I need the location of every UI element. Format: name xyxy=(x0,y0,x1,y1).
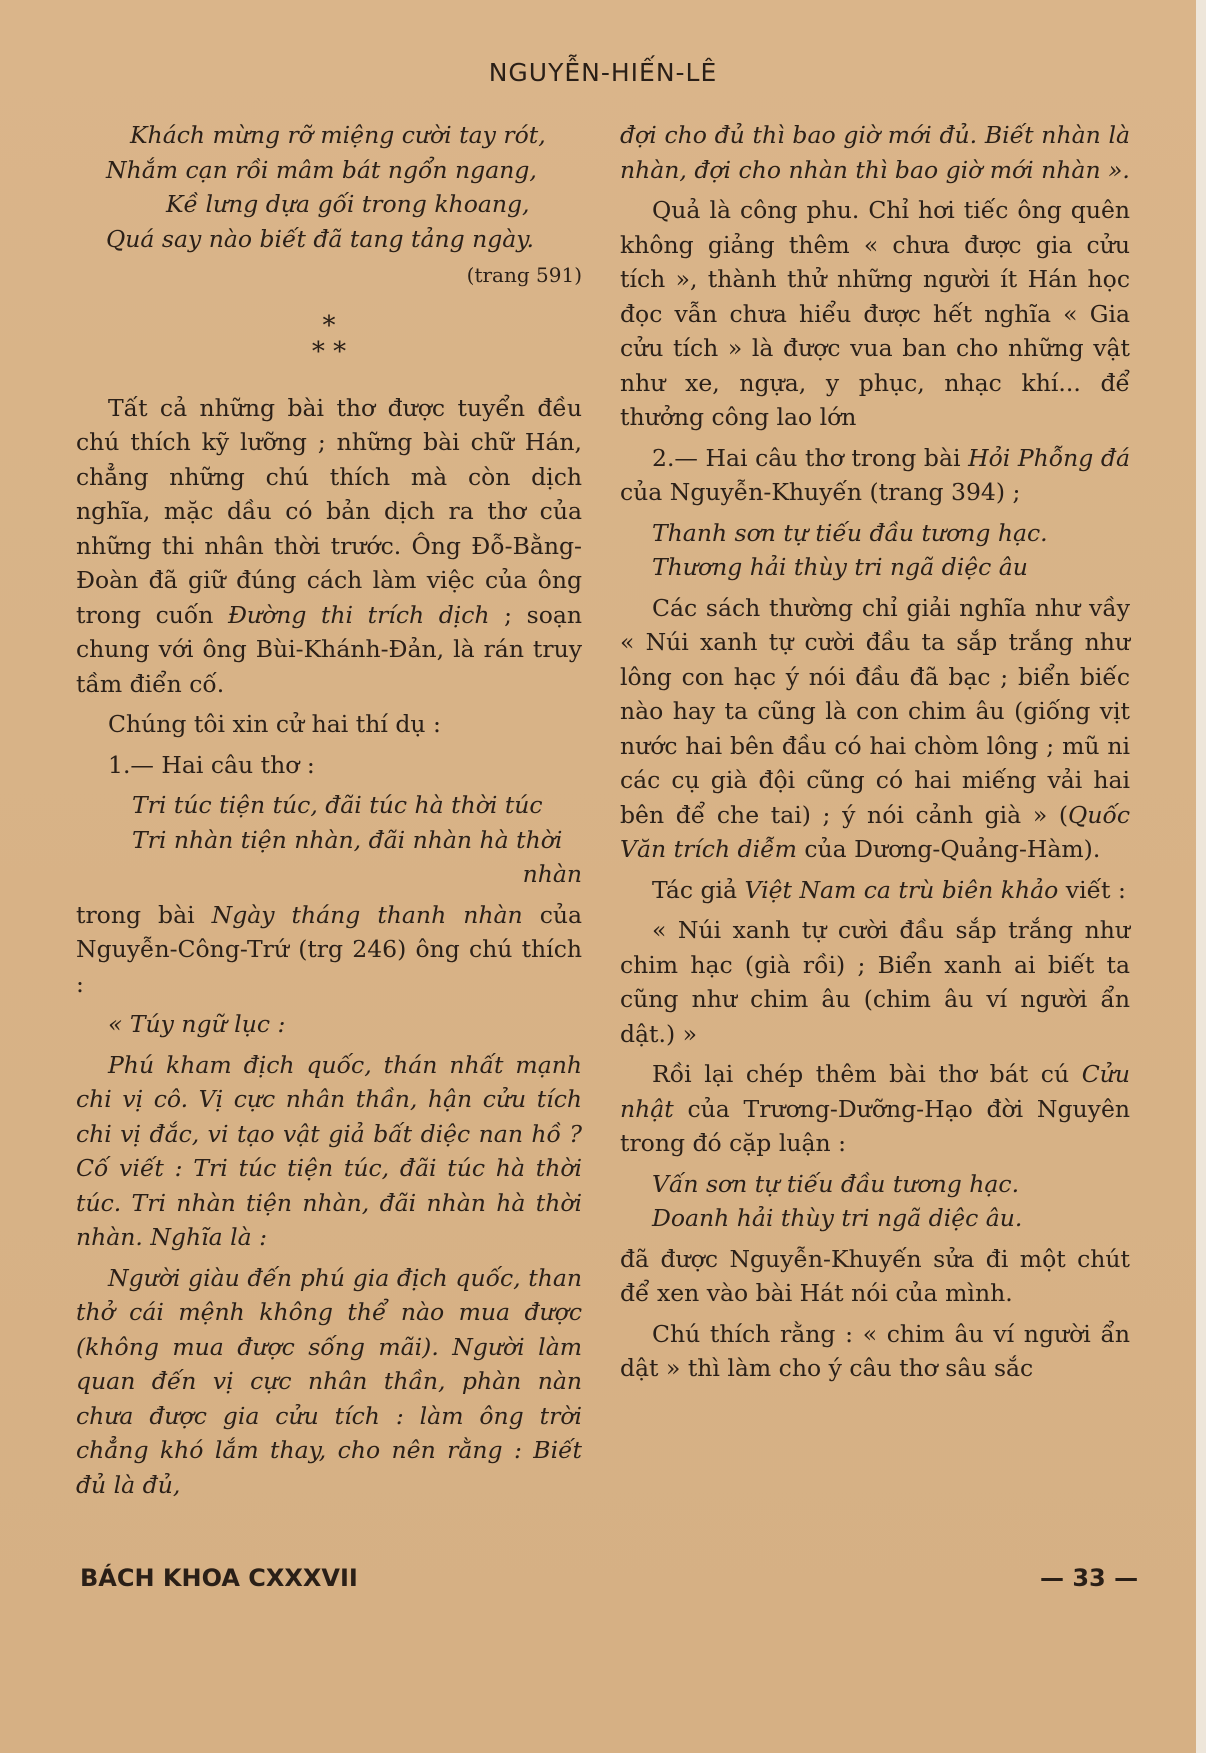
paragraph: Các sách thường chỉ giải nghĩa như vầy « Núi xanh tự cười đầu ta sắp trắng như lông con hạc ý nói đầu đã bạc ; biển biếc nào hay ta cũng là con chim âu (giống vịt nước hai bên đầu có hai chòm lông ; mũ ni các cụ già đội cũng có hai miếng vải hai bên để che tai) ; ý nói cảnh già » (Quốc Văn trích diễm của Dương-Quảng-Hàm). xyxy=(620,593,1130,863)
poem-line: Tri túc tiện túc, đãi túc hà thời túc xyxy=(132,791,543,819)
poem-line: Nhắm cạn rồi mâm bát ngổn ngang, xyxy=(106,155,537,184)
poem-title: Ngày tháng thanh nhàn xyxy=(211,900,523,929)
poem-line: Quá say nào biết đã tang tảng ngày. xyxy=(106,224,534,253)
right-column xyxy=(620,118,1130,1392)
poem-title: Cửu nhật xyxy=(620,1060,1130,1123)
section-divider xyxy=(76,310,582,367)
quote-paragraph: Phú kham địch quốc, thán nhất mạnh chi vị cô. Vị cực nhân thần, hận cửu tích chi vị đắc, vi tạo vật giả bất diệc nan hồ ? Cố viết : Tri túc tiện túc, đãi túc hà thời túc. Tri nhàn tiện nhàn, đãi nhàn hà thời nhàn. Nghĩa là : xyxy=(76,1050,582,1251)
left-column xyxy=(76,118,582,1508)
paragraph: Tác giả Việt Nam ca trù biên khảo viết : xyxy=(652,875,1126,904)
journal-footer: BÁCH KHOA CXXXVII xyxy=(80,1564,358,1592)
list-item: 1.— Hai câu thơ : xyxy=(108,750,315,779)
paragraph: trong bài Ngày tháng thanh nhàn của Nguyễn-Công-Trứ (trg 246) ông chú thích : xyxy=(76,900,582,998)
book-title: Việt Nam ca trù biên khảo xyxy=(744,875,1059,904)
poem-line: Doanh hải thùy tri ngã diệc âu. xyxy=(652,1204,1023,1232)
paragraph: Chúng tôi xin cử hai thí dụ : xyxy=(108,710,441,738)
paragraph: đã được Nguyễn-Khuyến sửa đi một chút để xen vào bài Hát nói của mình. xyxy=(620,1244,1130,1307)
poem-stanza xyxy=(76,118,582,256)
poem-line: Thương hải thùy tri ngã diệc âu xyxy=(652,553,1028,581)
running-header: NGUYỄN-HIẾN-LÊ xyxy=(488,58,718,87)
page-number: — 33 — xyxy=(1040,1564,1139,1592)
poem-line: Tri nhàn tiện nhàn, đãi nhàn hà thời xyxy=(132,825,563,854)
poem-line: Kề lưng dựa gối trong khoang, xyxy=(166,190,530,218)
list-item: 2.— Hai câu thơ trong bài Hỏi Phỗng đá của Nguyễn-Khuyến (trang 394) ; xyxy=(620,443,1130,506)
paragraph: Quả là công phu. Chỉ hơi tiếc ông quên không giảng thêm « chưa được gia cửu tích », thành thử những người ít Hán học đọc vẫn chưa hiểu được hết nghĩa « Gia cửu tích » là được vua ban cho những vật như xe, ngựa, y phục, nhạc khí... để thưởng công lao lớn xyxy=(620,196,1130,431)
paragraph: Chú thích rằng : « chim âu ví người ẩn dật » thì làm cho ý câu thơ sâu sắc xyxy=(620,1319,1130,1382)
poem-line: Thanh sơn tự tiếu đầu tương hạc. xyxy=(652,518,1048,547)
divider-star-top: * xyxy=(322,310,336,341)
divider-stars-bottom: * * xyxy=(311,336,347,367)
poem-line-wrap: nhàn xyxy=(522,860,582,888)
poem-title: Hỏi Phỗng đá xyxy=(968,443,1130,472)
poem-line: Khách mừng rỡ miệng cười tay rót, xyxy=(130,121,546,149)
poem-line: Vấn sơn tự tiếu đầu tương hạc. xyxy=(652,1169,1020,1198)
page-edge xyxy=(1196,0,1206,1753)
quote-continuation: đợi cho đủ thì bao giờ mới đủ. Biết nhàn là nhàn, đợi cho nhàn thì bao giờ mới nhàn ». xyxy=(620,121,1130,184)
poem-quote xyxy=(76,788,582,892)
paragraph: Rồi lại chép thêm bài thơ bát cú Cửu nhật của Trương-Dưỡng-Hạo đời Nguyên trong đó cặp luận : xyxy=(620,1060,1130,1157)
poem-quote xyxy=(620,1167,1130,1236)
paragraph: « Núi xanh tự cười đầu sắp trắng như chim hạc (già rồi) ; Biển xanh ai biết ta cũng như chim âu (chim âu ví người ẩn dật.) » xyxy=(620,916,1130,1048)
book-title: Đường thi trích dịch xyxy=(227,600,490,629)
page-reference: (trang 591) xyxy=(466,263,582,287)
paragraph: Tất cả những bài thơ được tuyển đều chú thích kỹ lưỡng ; những bài chữ Hán, chẳng những chú thích mà còn dịch nghĩa, mặc dầu có bản dịch ra thơ của những thi nhân thời trước. Ông Đỗ-Bằng-Đoàn đã giữ đúng cách làm việc của ông trong cuốn Đường thi trích dịch ; soạn chung với ông Bùi-Khánh-Đản, là rán truy tầm điển cố. xyxy=(76,393,582,698)
book-title: Quốc Văn trích diễm xyxy=(620,800,1130,863)
poem-quote xyxy=(620,516,1130,585)
quote-title: « Túy ngữ lục : xyxy=(108,1010,286,1038)
quote-paragraph: Người giàu đến phú gia địch quốc, than thở cái mệnh không thể nào mua được (không mua được sống mãi). Người làm quan đến vị cực nhân thần, phàn nàn chưa được gia cửu tích : làm ông trời chẳng khó lắm thay, cho nên rằng : Biết đủ là đủ, xyxy=(76,1263,582,1499)
